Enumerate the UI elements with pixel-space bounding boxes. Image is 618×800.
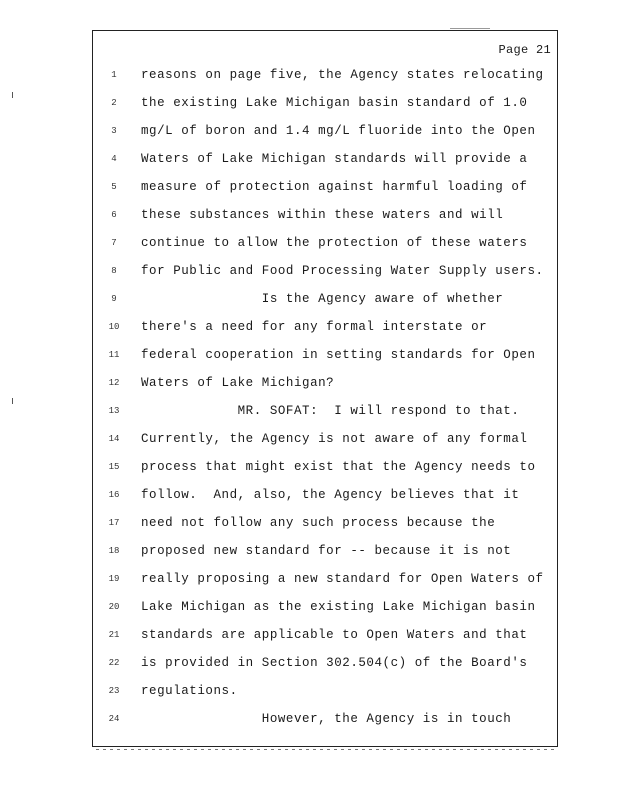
line-number: 24 bbox=[108, 714, 120, 724]
line-text: federal cooperation in setting standards for Open bbox=[141, 348, 536, 362]
transcript-page-frame bbox=[92, 30, 558, 747]
line-number: 7 bbox=[111, 238, 117, 248]
line-number: 14 bbox=[108, 434, 120, 444]
line-number: 3 bbox=[111, 126, 117, 136]
transcript-line bbox=[93, 233, 557, 253]
scan-speck bbox=[12, 398, 13, 404]
page-number-label: Page 21 bbox=[498, 43, 551, 57]
line-number: 19 bbox=[108, 574, 120, 584]
line-text: follow. And, also, the Agency believes that it bbox=[141, 488, 520, 502]
line-text: reasons on page five, the Agency states relocating bbox=[141, 68, 544, 82]
transcript-line bbox=[93, 317, 557, 337]
line-text: there's a need for any formal interstate or bbox=[141, 320, 488, 334]
scan-mark-bottom bbox=[96, 749, 556, 750]
transcript-line bbox=[93, 485, 557, 505]
transcript-line bbox=[93, 149, 557, 169]
line-text: Waters of Lake Michigan? bbox=[141, 376, 335, 390]
line-text: continue to allow the protection of these waters bbox=[141, 236, 528, 250]
transcript-line bbox=[93, 653, 557, 673]
line-number: 5 bbox=[111, 182, 117, 192]
line-number: 9 bbox=[111, 294, 117, 304]
transcript-line bbox=[93, 569, 557, 589]
line-text: is provided in Section 302.504(c) of the Board's bbox=[141, 656, 528, 670]
transcript-line bbox=[93, 681, 557, 701]
transcript-line bbox=[93, 65, 557, 85]
transcript-line bbox=[93, 401, 557, 421]
transcript-line bbox=[93, 457, 557, 477]
line-number: 8 bbox=[111, 266, 117, 276]
line-text: Waters of Lake Michigan standards will provide a bbox=[141, 152, 528, 166]
line-number: 2 bbox=[111, 98, 117, 108]
line-text: proposed new standard for -- because it is not bbox=[141, 544, 512, 558]
transcript-line bbox=[93, 289, 557, 309]
transcript-line bbox=[93, 121, 557, 141]
line-number: 12 bbox=[108, 378, 120, 388]
line-number: 22 bbox=[108, 658, 120, 668]
line-text: regulations. bbox=[141, 684, 238, 698]
line-text: Lake Michigan as the existing Lake Michigan basin bbox=[141, 600, 536, 614]
line-number: 17 bbox=[108, 518, 120, 528]
transcript-line bbox=[93, 597, 557, 617]
line-text: for Public and Food Processing Water Supply users. bbox=[141, 264, 544, 278]
transcript-line bbox=[93, 205, 557, 225]
transcript-line bbox=[93, 709, 557, 729]
line-number: 13 bbox=[108, 406, 120, 416]
line-text: need not follow any such process because the bbox=[141, 516, 496, 530]
line-number: 4 bbox=[111, 154, 117, 164]
transcript-line bbox=[93, 93, 557, 113]
line-text: standards are applicable to Open Waters and that bbox=[141, 628, 528, 642]
line-number: 23 bbox=[108, 686, 120, 696]
line-number: 10 bbox=[108, 322, 120, 332]
line-number: 1 bbox=[111, 70, 117, 80]
transcript-line bbox=[93, 429, 557, 449]
line-text: measure of protection against harmful loading of bbox=[141, 180, 528, 194]
line-text: mg/L of boron and 1.4 mg/L fluoride into the Open bbox=[141, 124, 536, 138]
transcript-line bbox=[93, 177, 557, 197]
line-text: Is the Agency aware of whether bbox=[141, 292, 504, 306]
line-number: 18 bbox=[108, 546, 120, 556]
line-number: 20 bbox=[108, 602, 120, 612]
transcript-line bbox=[93, 373, 557, 393]
line-text: MR. SOFAT: I will respond to that. bbox=[141, 404, 520, 418]
line-number: 21 bbox=[108, 630, 120, 640]
transcript-line bbox=[93, 345, 557, 365]
transcript-line bbox=[93, 261, 557, 281]
line-text: the existing Lake Michigan basin standard of 1.0 bbox=[141, 96, 528, 110]
line-number: 15 bbox=[108, 462, 120, 472]
line-text: Currently, the Agency is not aware of any formal bbox=[141, 432, 528, 446]
line-text: However, the Agency is in touch bbox=[141, 712, 512, 726]
scan-mark-top bbox=[450, 28, 490, 29]
transcript-line bbox=[93, 625, 557, 645]
line-text: process that might exist that the Agency needs to bbox=[141, 460, 536, 474]
scan-speck bbox=[12, 92, 13, 98]
transcript-line bbox=[93, 513, 557, 533]
line-number: 11 bbox=[108, 350, 120, 360]
line-text: really proposing a new standard for Open Waters of bbox=[141, 572, 544, 586]
transcript-line bbox=[93, 541, 557, 561]
line-number: 6 bbox=[111, 210, 117, 220]
line-text: these substances within these waters and will bbox=[141, 208, 504, 222]
line-number: 16 bbox=[108, 490, 120, 500]
